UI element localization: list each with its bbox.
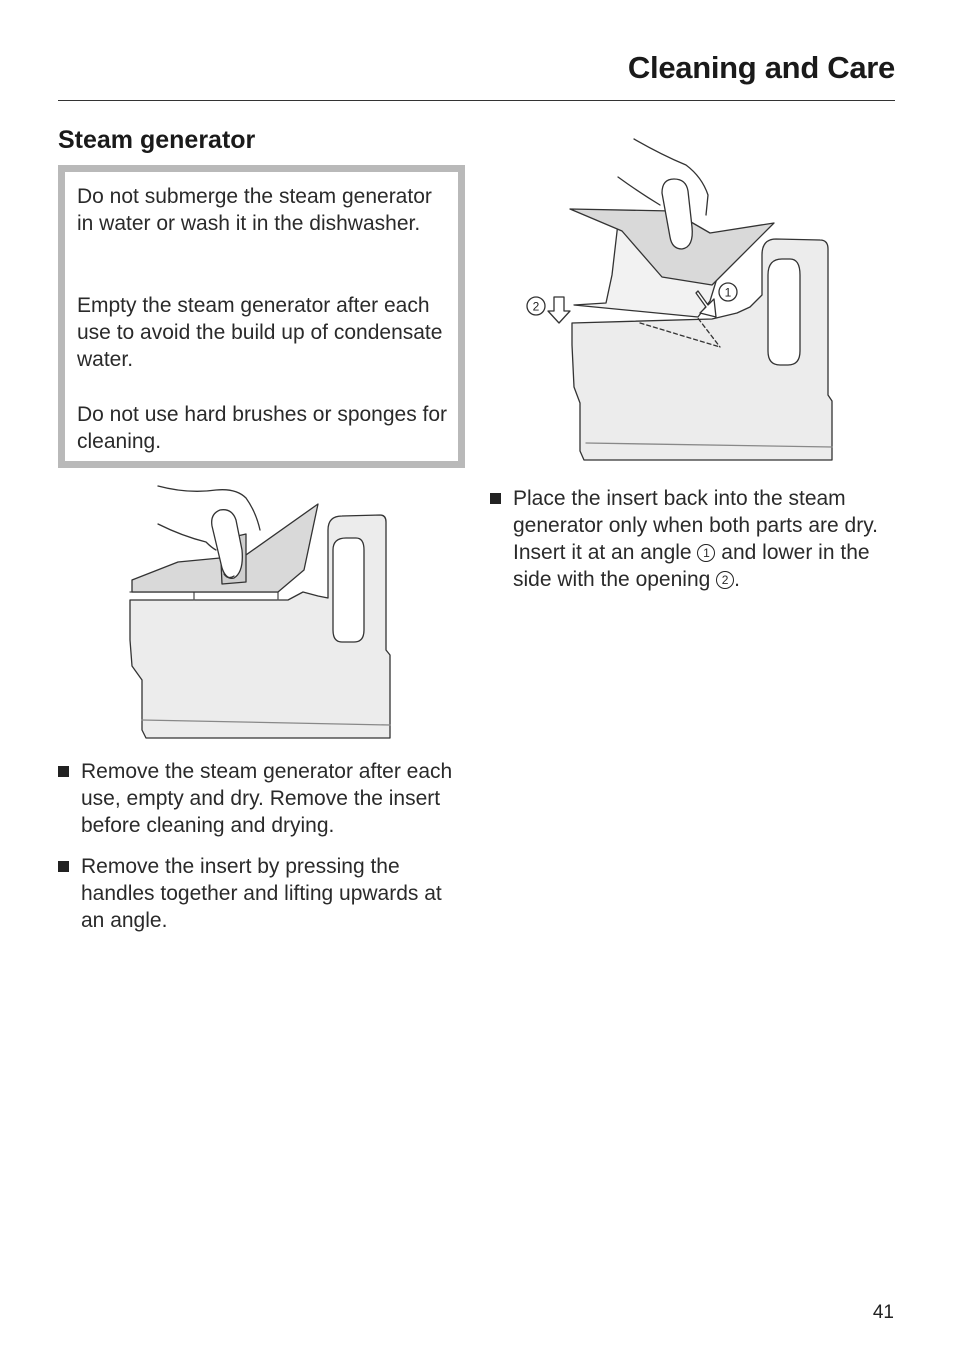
remove-insert-illustration — [128, 480, 394, 742]
step-text — [490, 485, 900, 593]
step-text: Remove the steam generator after each use, empty and dry. Remove the insert before cleaning and drying. — [81, 760, 453, 837]
step-place-insert — [490, 485, 900, 593]
callout-2-reference: 2 — [716, 571, 734, 589]
page-number: 41 — [872, 1302, 894, 1323]
step-remove-insert — [58, 853, 468, 934]
step-remove-generator — [58, 758, 468, 839]
bullet-square-icon — [58, 861, 69, 872]
header-divider — [58, 100, 895, 101]
callout-1-label: 1 — [724, 285, 732, 300]
callout-2-label: 2 — [532, 299, 540, 314]
bullet-square-icon — [490, 493, 501, 504]
step-text-part: . — [734, 568, 740, 591]
step-text: Remove the insert by pressing the handles together and lifting upwards at an angle. — [81, 855, 442, 932]
insert-at-angle-illustration — [522, 135, 834, 463]
warning-paragraph-brushes: Do not use hard brushes or sponges for cleaning. — [77, 403, 448, 453]
callout-1-reference: 1 — [697, 544, 715, 562]
page-title: Cleaning and Care — [627, 50, 895, 85]
warning-box — [58, 165, 465, 468]
warning-paragraph-empty: Empty the steam generator after each use to avoid the build up of condensate water. — [77, 294, 443, 371]
warning-paragraph-submerge: Do not submerge the steam generator in water or wash it in the dishwasher. — [77, 185, 432, 235]
step-text-part: and lower in the side with the opening — [513, 541, 870, 591]
step-text-part: Place the insert back into the steam generator only when both parts are dry. Insert it at an angle — [513, 487, 878, 564]
bullet-square-icon — [58, 766, 69, 777]
section-title: Steam generator — [58, 126, 256, 154]
